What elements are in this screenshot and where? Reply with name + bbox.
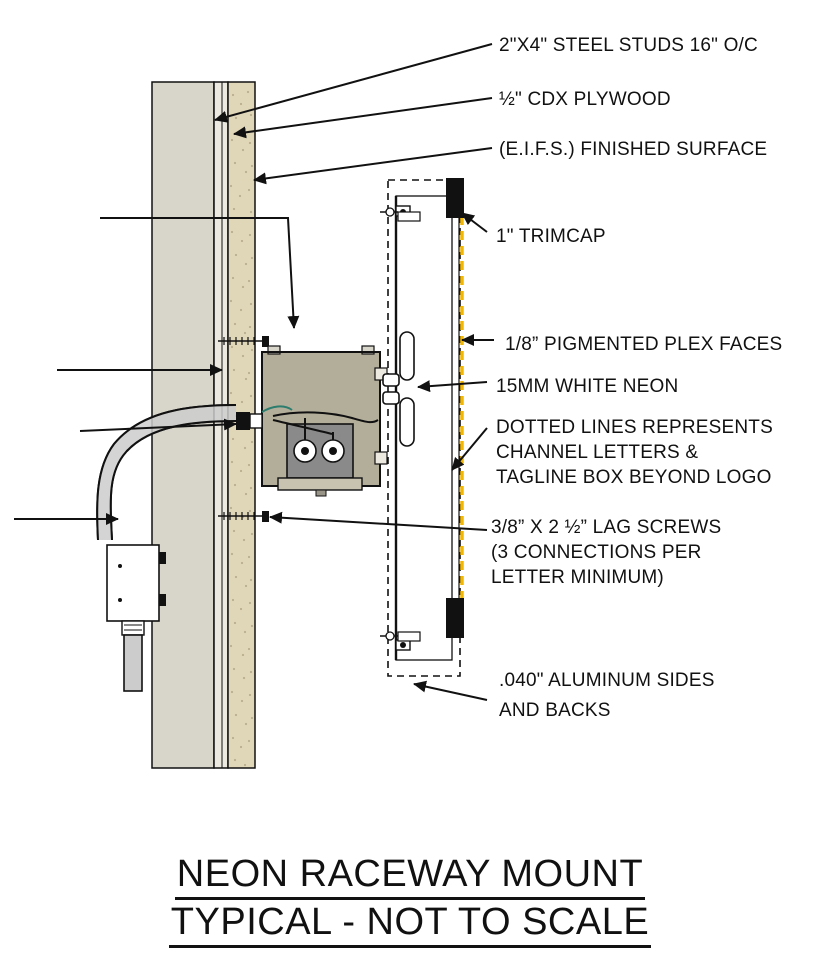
raceway-box [236, 346, 387, 496]
disconnect-box [107, 545, 159, 621]
callout-plex-faces: 1/8” PIGMENTED PLEX FACES [505, 334, 783, 355]
callout-trimcap: 1" TRIMCAP [496, 226, 606, 247]
callout-white-neon: 15MM WHITE NEON [496, 376, 679, 397]
channel-letter-section [380, 178, 464, 676]
conduit-stub [124, 635, 142, 691]
leader-trimcap [462, 213, 487, 232]
title-block [0, 852, 820, 948]
callout-lag-screws-line2: (3 CONNECTIONS PER [491, 542, 702, 563]
callout-cdx-plywood: ½" CDX PLYWOOD [499, 89, 671, 110]
callout-lag-screws-line1: 3/8” X 2 ½” LAG SCREWS [491, 517, 722, 538]
callout-aluminum-sides-line2: AND BACKS [499, 700, 611, 721]
trimcap-top [446, 178, 464, 218]
neon-tube-upper [400, 332, 414, 380]
transformer-base-plate [278, 478, 362, 490]
disconnect-bracket-bottom [159, 594, 166, 606]
disconnect-bracket-top [159, 552, 166, 564]
ground-lug [316, 490, 326, 496]
hardware-bottom [398, 632, 420, 641]
neon-electrode-lower [383, 392, 399, 404]
callout-dotted-lines-line1: DOTTED LINES REPRESENTS [496, 417, 773, 438]
conduit-fitting [250, 414, 262, 428]
callout-lag-screws-line3: LETTER MINIMUM) [491, 567, 664, 588]
hardware-top [398, 212, 420, 221]
conduit-coupling [122, 621, 144, 635]
trimcap-bottom [446, 598, 464, 638]
title-line-secondary: TYPICAL - NOT TO SCALE [169, 900, 651, 948]
raceway-flange-bottom [375, 452, 387, 464]
callout-dotted-lines-line3: TAGLINE BOX BEYOND LOGO [496, 467, 772, 488]
callout-eifs-surface: (E.I.F.S.) FINISHED SURFACE [499, 139, 768, 160]
callout-steel-studs: 2"X4" STEEL STUDS 16" O/C [499, 35, 758, 56]
conduit-connector [236, 412, 250, 430]
leader-steel-studs [215, 44, 492, 120]
neon-tube-lower [400, 398, 414, 446]
leader-eifs [254, 148, 492, 180]
lag-screw-head-top [262, 336, 269, 347]
callout-dotted-lines-line2: CHANNEL LETTERS & [496, 442, 699, 463]
neon-electrode-upper [383, 374, 399, 386]
callout-aluminum-sides-line1: .040" ALUMINUM SIDES [499, 670, 715, 691]
title-line-primary: NEON RACEWAY MOUNT [175, 852, 645, 900]
leader-aluminum-sides [414, 684, 487, 700]
lag-screw-head-bottom [262, 511, 269, 522]
